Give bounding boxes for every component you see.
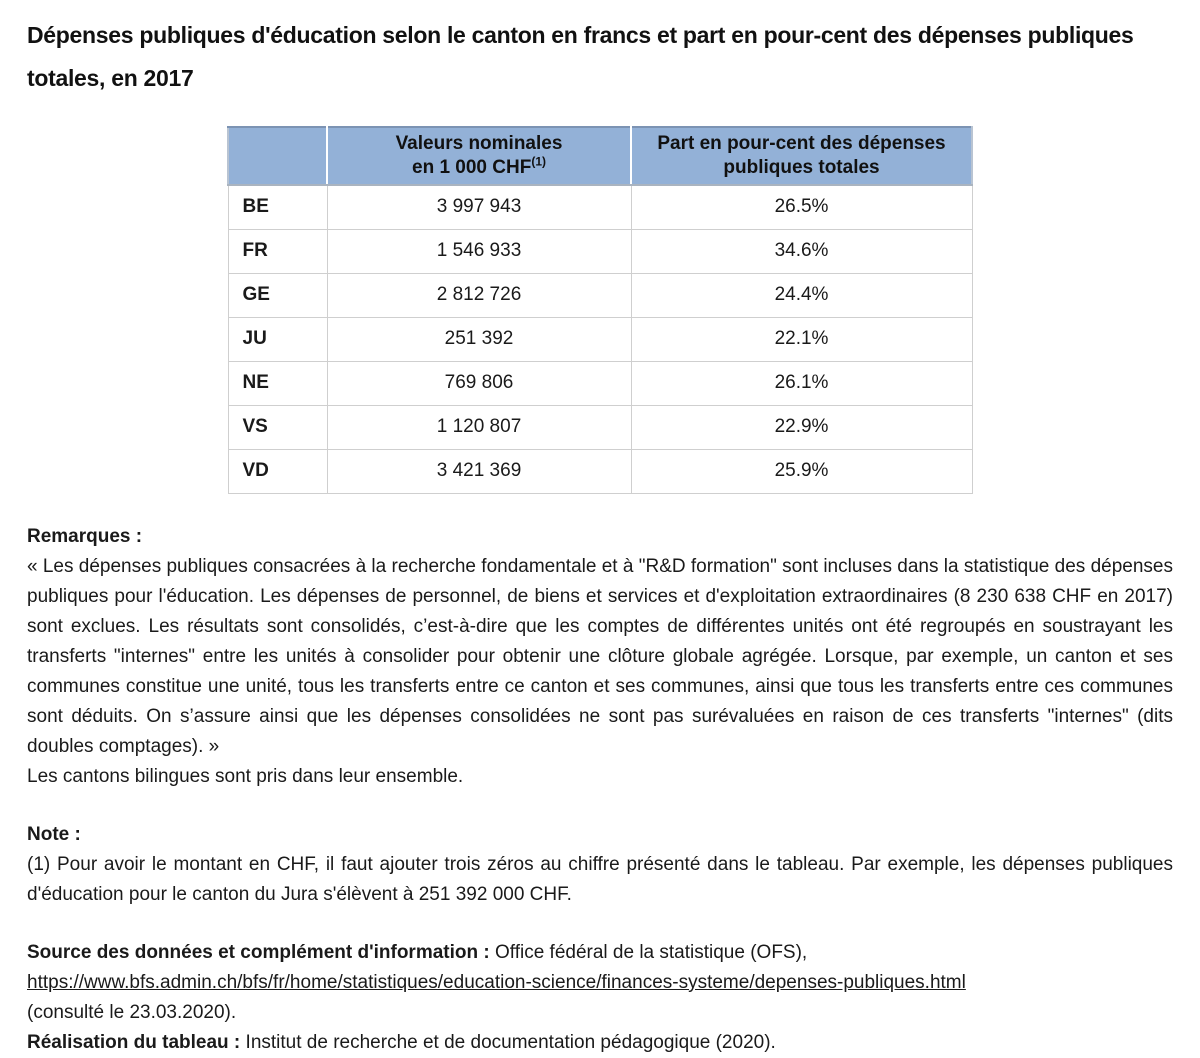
table-header-row bbox=[228, 127, 972, 185]
note-text: (1) Pour avoir le montant en CHF, il faut ajouter trois zéros au chiffre présenté dans le tableau. Par exemple, les dépenses publiques d'éducation pour le canton du Jura s'élèvent à 251 392 000 CHF. bbox=[27, 853, 1173, 905]
header-valeurs-line1: Valeurs nominales bbox=[395, 133, 563, 154]
table-row bbox=[228, 317, 972, 361]
source-label: Source des données et complément d'information : bbox=[27, 941, 490, 963]
table-row bbox=[228, 185, 972, 229]
source-link[interactable]: https://www.bfs.admin.ch/bfs/fr/home/statistiques/education-science/finances-systeme/depenses-publiques.html bbox=[27, 971, 966, 993]
nominal-value: 3 421 369 bbox=[327, 449, 631, 493]
table-row bbox=[228, 449, 972, 493]
note-section bbox=[27, 820, 1173, 910]
canton-code: GE bbox=[228, 273, 327, 317]
remarks-heading: Remarques : bbox=[27, 525, 143, 547]
source-link-line bbox=[27, 968, 1173, 998]
canton-code: FR bbox=[228, 229, 327, 273]
source-consulted: (consulté le 23.03.2020). bbox=[27, 1001, 237, 1023]
header-cell-valeurs bbox=[327, 127, 631, 185]
header-cell-canton bbox=[228, 127, 327, 185]
share-percent: 22.9% bbox=[631, 405, 972, 449]
share-percent: 25.9% bbox=[631, 449, 972, 493]
share-percent: 24.4% bbox=[631, 273, 972, 317]
canton-code: JU bbox=[228, 317, 327, 361]
table-row bbox=[228, 229, 972, 273]
note-heading: Note : bbox=[27, 823, 81, 845]
nominal-value: 1 120 807 bbox=[327, 405, 631, 449]
table-row bbox=[228, 273, 972, 317]
share-percent: 34.6% bbox=[631, 229, 972, 273]
canton-code: VD bbox=[228, 449, 327, 493]
nominal-value: 1 546 933 bbox=[327, 229, 631, 273]
page-title: Dépenses publiques d'éducation selon le canton en francs et part en pour-cent des dépenses publiques totales, en 2017 bbox=[27, 22, 1134, 91]
realisation-text: Institut de recherche et de documentation pédagogique (2020). bbox=[245, 1031, 776, 1053]
canton-code: VS bbox=[228, 405, 327, 449]
footnote-marker: (1) bbox=[531, 154, 546, 169]
remarks-paragraph: « Les dépenses publiques consacrées à la recherche fondamentale et à "R&D formation" sont incluses dans la statistique des dépenses publiques pour l'éducation. Les dépenses de personnel, de biens et services et d'exploitation extraordinaires (8 230 638 CHF en 2017) sont exclues. Les résultats sont consolidés, c’est-à-dire que les comptes de différentes unités ont été regroupés en soustrayant les transferts "internes" entre les unités à consolider pour obtenir une clôture globale agrégée. Lorsque, par exemple, un canton et ses communes constitue une unité, tous les transferts entre ce canton et ses communes, ainsi que tous les transferts entre ces communes sont déduits. On s’assure ainsi que les dépenses consolidées ne sont pas surévaluées en raison de ces transferts "internes" (dits doubles comptages). » bbox=[27, 555, 1173, 757]
canton-code: NE bbox=[228, 361, 327, 405]
expenses-table bbox=[227, 126, 973, 494]
source-section bbox=[27, 938, 1173, 1058]
remarks-section bbox=[27, 522, 1173, 792]
nominal-value: 3 997 943 bbox=[327, 185, 631, 229]
table-row bbox=[228, 405, 972, 449]
nominal-value: 2 812 726 bbox=[327, 273, 631, 317]
header-valeurs-line2: en 1 000 CHF bbox=[412, 157, 532, 178]
realisation-label: Réalisation du tableau : bbox=[27, 1031, 241, 1053]
share-percent: 26.5% bbox=[631, 185, 972, 229]
bilingual-cantons-note: Les cantons bilingues sont pris dans leur ensemble. bbox=[27, 765, 464, 787]
share-percent: 26.1% bbox=[631, 361, 972, 405]
share-percent: 22.1% bbox=[631, 317, 972, 361]
canton-code: BE bbox=[228, 185, 327, 229]
header-cell-part: Part en pour-cent des dépenses publiques totales bbox=[631, 127, 972, 185]
table-row bbox=[228, 361, 972, 405]
source-text: Office fédéral de la statistique (OFS), bbox=[494, 941, 808, 963]
nominal-value: 769 806 bbox=[327, 361, 631, 405]
nominal-value: 251 392 bbox=[327, 317, 631, 361]
source-line bbox=[27, 938, 1173, 968]
